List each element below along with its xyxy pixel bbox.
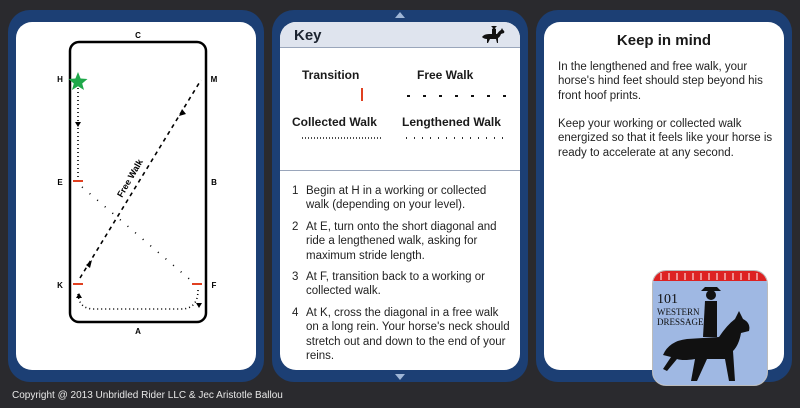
key-panel — [272, 10, 528, 382]
letter-b: B — [211, 178, 217, 187]
keep-in-mind-title: Keep in mind — [616, 32, 712, 49]
step-text: At E, turn onto the short diagonal and ride a lengthened walk, asking for maximum stride length. — [306, 220, 497, 262]
step-list — [292, 184, 512, 370]
key-card — [280, 22, 520, 370]
legend-lengthened-walk-label: Lengthened Walk — [402, 115, 501, 129]
path-free-walk-k-m — [80, 80, 201, 278]
letter-h: H — [57, 75, 63, 84]
horse-rider-icon — [478, 25, 508, 45]
logo-line2: DRESSAGE — [657, 317, 704, 327]
letter-e: E — [57, 178, 63, 187]
step-text: At F, transition back to a working or collected walk. — [306, 271, 485, 298]
legend-lengthened-walk-swatch — [406, 136, 506, 140]
direction-arrow — [75, 122, 81, 127]
free-walk-path-label: Free Walk — [115, 157, 145, 199]
list-item — [292, 184, 512, 213]
list-item — [292, 270, 512, 299]
legend-free-walk-label: Free Walk — [417, 68, 474, 82]
start-star-icon — [69, 72, 88, 90]
arena-panel — [8, 10, 264, 382]
step-number: 4 — [292, 306, 299, 319]
western-dressage-logo — [652, 270, 768, 386]
letter-c: C — [135, 31, 141, 40]
list-item — [292, 220, 512, 263]
key-divider — [280, 170, 520, 171]
step-text: Begin at H in a working or collected walk (depending on your level). — [306, 185, 487, 212]
logo-number: 101 — [657, 292, 678, 307]
path-lengthened-e-f — [82, 187, 194, 283]
keep-in-mind-paragraph: Keep your working or collected walk energized so that it feels like your horse is ready to accelerate at any second. — [558, 118, 773, 159]
scroll-down-arrow-icon[interactable] — [395, 374, 405, 380]
step-number: 1 — [292, 185, 299, 197]
legend-free-walk-swatch — [407, 94, 507, 98]
arena-diagram — [16, 22, 256, 370]
keep-in-mind-paragraph: In the lengthened and free walk, your horse's hind feet should step beyond his front hoof prints. — [558, 61, 763, 102]
legend-collected-walk-label: Collected Walk — [292, 115, 377, 129]
legend-collected-walk-swatch — [302, 136, 382, 140]
step-text: At K, cross the diagonal in a free walk on a long rein. Your horse's neck should stretch out and down to the end of your reins. — [306, 306, 510, 363]
legend-transition-label: Transition — [302, 68, 360, 82]
letter-k: K — [57, 281, 63, 290]
step-number: 2 — [292, 220, 299, 233]
key-header — [280, 22, 520, 48]
list-item — [292, 306, 512, 364]
legend-transition-swatch — [361, 88, 363, 101]
arena-card — [16, 22, 256, 370]
letter-a: A — [135, 327, 141, 336]
letter-m: M — [210, 75, 218, 84]
copyright-text: Copyright @ 2013 Unbridled Rider LLC & Jec Aristotle Ballou — [12, 390, 283, 401]
key-title: Key — [294, 27, 322, 44]
path-collected-f-k — [78, 290, 198, 309]
letter-f: F — [211, 281, 217, 290]
logo-line1: WESTERN — [657, 307, 700, 317]
step-number: 3 — [292, 271, 299, 284]
scroll-up-arrow-icon[interactable] — [395, 12, 405, 18]
